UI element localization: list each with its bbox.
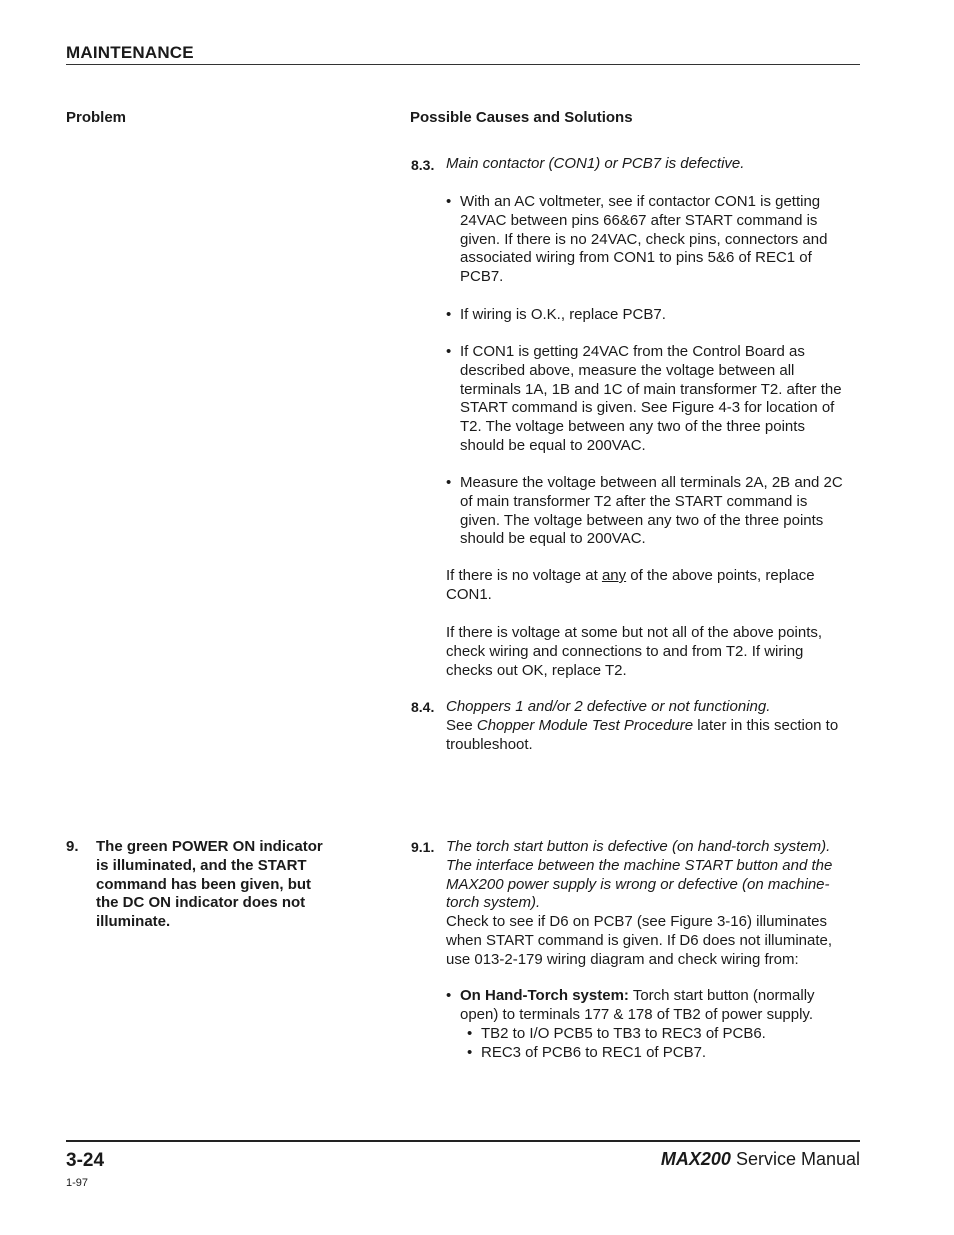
paragraph-no-voltage (446, 567, 866, 605)
text-line: should be equal to 200VAC. (460, 436, 646, 454)
section-title: MAINTENANCE (66, 43, 194, 62)
procedure-reference: Chopper Module Test Procedure (476, 716, 694, 734)
text-line: associated wiring from CON1 to pins 5&6 of REC1 of (460, 249, 812, 267)
bullet-dot: • (446, 193, 452, 210)
bullet-dot: • (467, 1044, 473, 1061)
text-line: given. The voltage between any two of the three points (460, 511, 824, 529)
text-line: MAX200 power supply is wrong or defective (on machine- (446, 875, 830, 893)
bullet-dot: • (446, 987, 452, 1004)
text-line: the DC ON indicator does not (96, 894, 306, 912)
text-line: terminals 1A, 1B and 1C of main transformer T2. after the (460, 380, 842, 398)
problem-description-9 (96, 838, 376, 932)
page-number: 3-24 (66, 1150, 105, 1171)
text-run: of the above points, replace (626, 567, 815, 584)
item-body-8-4 (446, 698, 866, 754)
revision-date: 1-97 (66, 1177, 89, 1189)
text-line: checks out OK, replace T2. (446, 661, 627, 679)
text-line: use 013-2-179 wiring diagram and check wiring from: (446, 950, 799, 968)
text-line: If there is voltage at some but not all of the above points, (446, 624, 823, 641)
text-line: Measure the voltage between all terminals 2A, 2B and 2C (460, 474, 843, 491)
text-line: 24VAC between pins 66&67 after START command is (460, 211, 818, 229)
item-number-8-4: 8.4. (411, 699, 435, 715)
underlined-word: any (601, 567, 627, 584)
text-line: PCB7. (460, 268, 504, 286)
item-number-8-3: 8.3. (411, 157, 435, 173)
text-line: With an AC voltmeter, see if contactor CON1 is getting (460, 193, 821, 210)
text-line: torch system). (446, 894, 541, 912)
text-line: TB2 to I/O PCB5 to TB3 to REC3 of PCB6. (481, 1025, 766, 1042)
text-line: open) to terminals 177 & 178 of TB2 of power supply. (460, 1005, 813, 1023)
bullet-dot: • (446, 306, 452, 323)
problem-number-9: 9. (66, 838, 79, 855)
item-number-9-1: 9.1. (411, 839, 435, 855)
item-body-9-1 (446, 838, 866, 970)
text-line: command has been given, but (96, 875, 312, 893)
text-line: CON1. (446, 585, 492, 603)
text-line: If CON1 is getting 24VAC from the Control Board as (460, 343, 805, 360)
bullet-dot: • (446, 474, 452, 491)
bullet-dot: • (446, 343, 452, 360)
problem-column-heading: Problem (66, 109, 127, 126)
footer-rule (66, 1140, 860, 1142)
text-line (446, 717, 866, 736)
text-line: should be equal to 200VAC. (460, 530, 646, 548)
text-line: T2. The voltage between any two of the three points (460, 418, 805, 436)
text-line: troubleshoot. (446, 735, 533, 753)
text-run: later in this section to (693, 716, 839, 734)
paragraph-partial-voltage (446, 624, 866, 680)
manual-label: Service Manual (735, 1149, 860, 1169)
product-name: MAX200 (660, 1149, 731, 1169)
text-line: illuminate. (96, 913, 171, 931)
text-run: See (446, 716, 477, 734)
text-line: The torch start button is defective (on hand-torch system). (446, 838, 831, 855)
text-run: Torch start button (normally (628, 987, 815, 1004)
text-line: described above, measure the voltage between all (460, 361, 795, 379)
text-line: Check to see if D6 on PCB7 (see Figure 3-16) illuminates (446, 913, 828, 931)
text-line: REC3 of PCB6 to REC1 of PCB7. (481, 1044, 707, 1061)
text-line: The interface between the machine START button and the (446, 856, 833, 874)
text-line: check wiring and connections to and from T2. If wiring (446, 642, 804, 660)
item-title-8-3: Main contactor (CON1) or PCB7 is defective. (446, 155, 745, 172)
text-line: If wiring is O.K., replace PCB7. (460, 306, 666, 323)
text-run: If there is no voltage at (446, 567, 602, 584)
text-line: of main transformer T2 after the START command is (460, 492, 808, 510)
text-line (460, 987, 860, 1006)
text-line: is illuminated, and the START (96, 856, 307, 874)
text-line (446, 567, 866, 586)
item-title-8-4: Choppers 1 and/or 2 defective or not functioning. (446, 698, 771, 715)
text-line: given. If there is no 24VAC, check pins, connectors and (460, 230, 828, 248)
bold-label: On Hand-Torch system: (460, 987, 629, 1004)
text-line: The green POWER ON indicator (96, 838, 323, 855)
text-line: when START command is given. If D6 does not illuminate, (446, 931, 833, 949)
header-rule (66, 64, 860, 65)
manual-title (661, 1149, 860, 1170)
text-line: START command is given. See Figure 4-3 for location of (460, 399, 835, 417)
causes-column-heading: Possible Causes and Solutions (410, 109, 633, 126)
bullet-dot: • (467, 1025, 473, 1042)
